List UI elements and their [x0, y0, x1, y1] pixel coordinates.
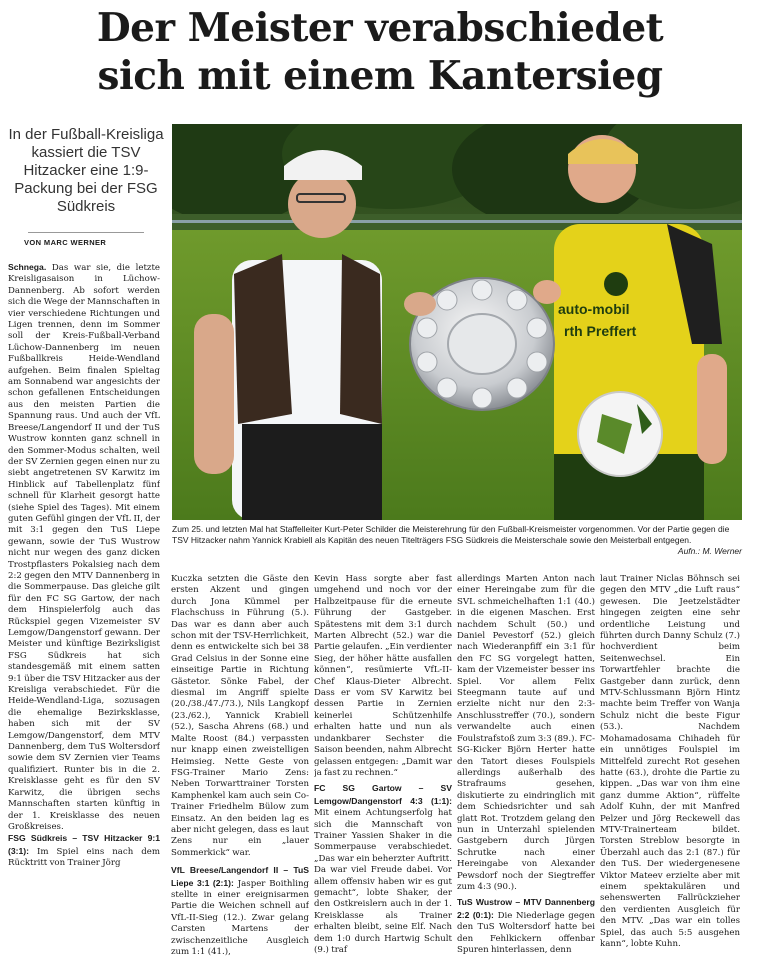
photo-illustration	[172, 124, 742, 520]
paragraph: Jasper Boithling stellte in einer ereignisarmen Partie die Weichen schnell auf VfL-II-Sieg (12.). Zwar gelang Carsten Martens der zwischenzeitliche Ausgleich zum 1:1 (41.),	[171, 878, 309, 957]
byline-divider	[28, 232, 144, 233]
photo-credit: Aufn.: M. Werner	[677, 546, 742, 556]
byline: VON MARC WERNER	[24, 238, 107, 247]
shirt-sponsor-text-1: auto-mobil	[558, 301, 630, 317]
paragraph: Die Niederlage gegen den TuS Woltersdorf hatte bei den Fehlkickern offenbar Spuren hinterlassen, denn	[457, 910, 595, 955]
article-column-3	[314, 574, 452, 958]
paragraph: Kuczka setzten die Gäste den ersten Akzent und gingen durch Jona Kümmel per Flachschuss in Führung (5.). Das war es dann aber auch schon mit der TSV-Herrlichkeit, denn es entwickelte sich bei 38 Grad Celsius in der Sonne eine einseitige Partie in Richtung Gästetor. Sönke Fabel, der diesmal im Angriff spielte (20./38./47./73.), Nils Langkopf (23./62.), Yannick Krabiell (52.), Sascha Ahrens (68.) und Malte Roost (84.) verpassten nur knapp einen zweistelligen Heimsieg. Nette Geste von FSG-Trainer Mario Zens: Neben Torwarttrainer Torsten Kamphenkel kam auch sein Co-Trainer Friedhelm Bülow zum Einsatz. An den beiden lag es aber nicht gelegen, dass es laut Zens nur ein „lauer Sommerkick“ war.	[171, 574, 309, 858]
paragraph: Das war sie, die letzte Kreisligasaison in Lüchow-Dannenberg. Ab sofort werden sich die Wege der Mannschaften in vier verschiedene Richtungen und Ligen trennen, denn im Sommer soll der Kreis-Fußball-Verband Lüchow-Dannenberg im neuen Fußballkreis Heide-Wendland aufgehen. Beim finalen Spieltag am Sonnabend war angesichts der schon gefallenen Entscheidungen aus den meisten Partien die Spannung raus. Und auch der VfL Breese/Langendorf II und der TuS Wustrow konnten ganz schnell in den Sommer-Modus schalten, weil der SV Zernien gegen einen nur zu siebt angetretenen SV Karwitz im Hinblick auf Tabellenplatz fünf schnell für Klarheit gesorgt hatte (siehe Spiel des Tages). Mit einem guten Gefühl gingen der VfL II, der mit 3:1 gegen den TuS Liepe gewann, sowie der TuS Wustrow nicht nur wegen des ganz dicken Trostpflasters Pokalsieg nach dem 2:2 gegen den MTV Dannenberg in die Sommerpause. Das gleiche gilt für den FC SG Gartow, der nach dem Hinspielerfolg auch das Rückspiel gegen Vizemeister SV Lemgow/Dangenstorf gewann. Der Meister und künftige Bezirksligist FSG Südkreis hat sich standesgemäß mit einem satten 9:1 über die TSV Hitzacker aus der Kreisliga verabschiedet. Für die Heide-Wendland-Liga, sozusagen die ehemalige Bezirksklasse, haben sich mit der SV Lemgow/Dangenstorf, dem MTV Dannenberg, dem TuS Woltersdorf sowie dem SV Zernien vier Teams qualifiziert. Runter bis in die 2. Kreisklasse geht es für den SV Karwitz, die übrigen sechs Mannschaften starten künftig in der 1. Kreisklasse des neuen Großkreises.	[8, 263, 160, 832]
match-heading: FC SG Gartow – SV Lemgow/Dangenstorf 4:3 (1:1):	[314, 783, 452, 806]
paragraph: laut Trainer Niclas Böhnsch sei gegen den MTV „die Luft raus“ gewesen. Die Jeetzelstädter hingegen zeigten eine sehr ordentliche Leistung und führten durch Danny Schulz (7.) hochverdient beim Seitenwechsel. Ein Torwartfehler brachte die Gastgeber dann zurück, denn MTV-Schlussmann Björn Hintz machte beim Treffer von Wanja Schulz nicht die beste Figur (53.). Nachdem Mohamadosama Chihadeh für ein unnötiges Foulspiel im Mittelfeld zurecht Rot gesehen hatte (63.), drohte die Partie zu kippen. „Das war von ihm eine ganz dumme Aktion“, rüffelte Adolf Kuhn, der mit Manfred Pelzer und Jörg Reckewell das MTV-Trainerteam bildet. Torsten Streblow besorgte in Überzahl auch das 2:1 (87.) für den TuS. Der wiedergenesene Viktor Mateev erzielte aber mit einem spektakulären und sehenswerten Fallrückzieher den verdienten Ausgleich für den MTV. „Das war ein tolles Spiel, das auch 5:5 ausgehen kann“, lobte Kuhn.	[600, 574, 740, 949]
article-column-5	[600, 574, 740, 958]
caption-text: Zum 25. und letzten Mal hat Staffelleiter Kurt-Peter Schilder die Meisterehrung für den Fußball-Kreismeister vorgenommen. Vor der Partie gegen die TSV Hitzacker nahm Yannick Krabiell als Kapitän des neuen Titelträgers FSG Südkreis die Meisterschale sowie den Meisterball entgegen.	[172, 524, 730, 545]
match-heading: TuS Wustrow – MTV Dannenberg 2:2 (0:1):	[457, 897, 595, 920]
article-column-2	[171, 574, 309, 958]
headline-line-2: sich mit einem Kantersieg	[97, 53, 663, 99]
paragraph: Kevin Hass sorgte aber fast umgehend und noch vor der Halbzeitpause für die erneute Führung der Gastgeber. Spätestens mit dem 3:1 durch Marten Albrecht (52.) war die Partie gelaufen. „Ein verdienter Sieg, der höher hätte ausfallen können“, resümierte VfL-II-Chef Klaus-Dieter Albrecht. Dass er vom SV Karwitz bei dessen Partie in Zernien keinerlei Schützenhilfe erhalten hatte und nun als undankbarer Sechster die Saison beenden, nahm Albrecht gelassen entgegen: „Damit war ja fast zu rechnen.“	[314, 574, 452, 778]
dateline: Schnega.	[8, 262, 47, 272]
photo	[172, 124, 742, 520]
paragraph: allerdings Marten Anton nach einer Hereingabe zum für die SVL schmeichelhaften 1:1 (40.) in die eigenen Maschen. Erst nachdem Schult (50.) und Daniel Pevestorf (52.) gleich nach Wiederanpfiff ein 3:1 für den FC SG vorgelegt hatten, kam der Vizemeister besser ins Spiel. Vor allem Felix Steegmann taute auf und erzielte nicht nur den 2:3-Anschlusstreffer (70.), sondern verwandelte auch einen Foulstrafstoß zum 3:3 (89.). FC-SG-Kicker Björn Herter hatte den Tatort dieses Foulspiels allerdings außerhalb des Strafraums gesehen, diskutierte zu eindringlich mit dem Schiedsrichter und sah glatt Rot. Trotzdem gelang den nun in Unterzahl spielenden Gastgebern durch Jürgen Schrutke nach einer Hereingabe von Alexander Pewsdorf noch der Siegtreffer zum 4:3 (90.).	[457, 574, 595, 892]
headline-line-1: Der Meister verabschiedet	[96, 5, 664, 51]
headline	[0, 4, 760, 100]
photo-caption	[172, 524, 742, 557]
article-column-4	[457, 574, 595, 958]
article-column-1	[8, 262, 160, 958]
paragraph: Im Spiel eins nach dem Rücktritt von Trainer Jörg	[8, 846, 160, 869]
teaser: In der Fußball-Kreisliga kassiert die TSV Hitzacker eine 1:9-Packung bei der FSG Südkreis	[8, 126, 164, 215]
paragraph: Mit einem Achtungserfolg hat sich die Mannschaft von Trainer Yassien Shaker in die Sommerpause verabschiedet. „Das war ein beherzter Auftritt. Da war viel Freude dabei. Vor allem offensiv haben wir es gut gemacht“, lobte Shaker, der den Ostkreislern auch in der 1. Kreisklasse als Trainer erhalten bleibt, seine Elf. Nach dem 1:0 durch Hartwig Schult (9.) traf	[314, 808, 452, 955]
match-heading: VfL Breese/Langendorf II – TuS Liepe 3:1 (2:1):	[171, 865, 309, 888]
shirt-sponsor-text-2: rth Preffert	[564, 323, 637, 339]
match-heading: FSG Südkreis – TSV Hitzacker 9:1 (3:1):	[8, 833, 160, 856]
